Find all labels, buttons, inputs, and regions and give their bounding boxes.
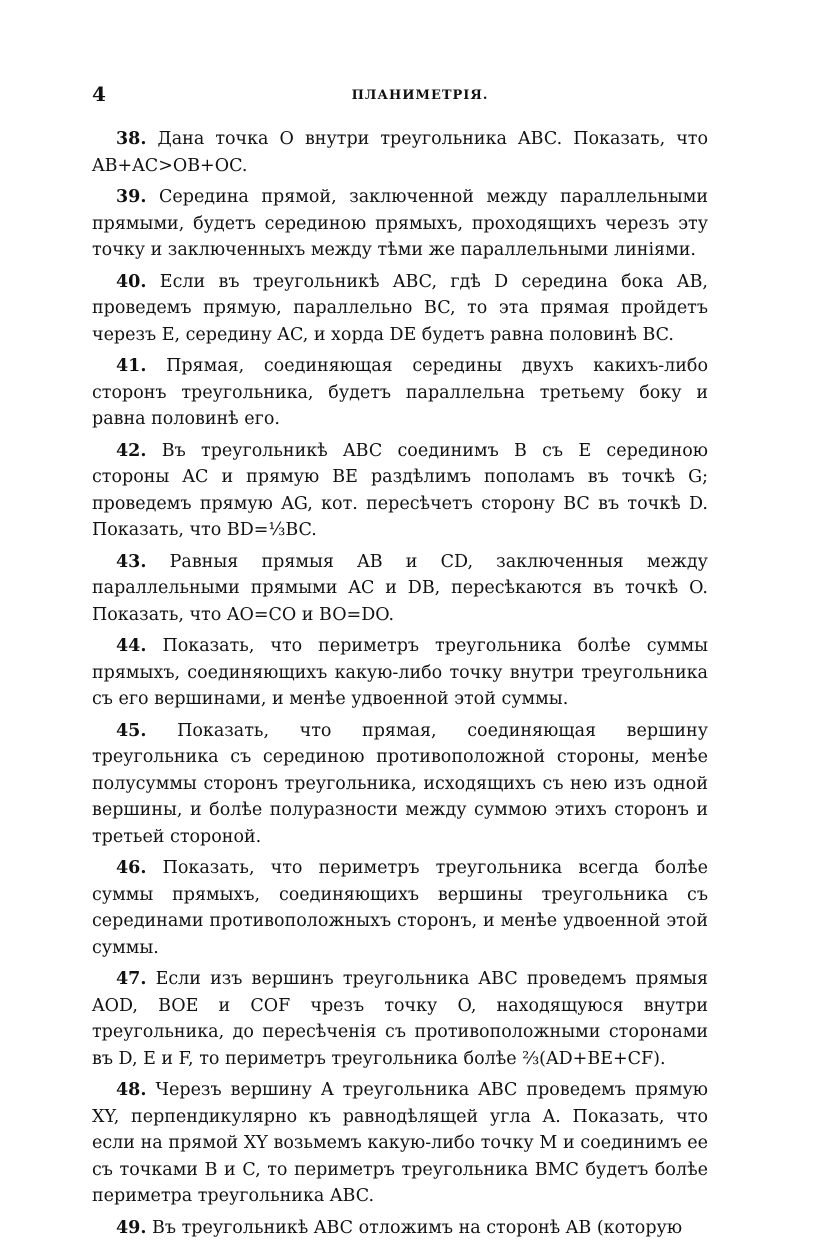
problem-number: 49. bbox=[116, 1218, 146, 1238]
problem-39 bbox=[92, 184, 708, 264]
problem-48 bbox=[92, 1077, 708, 1210]
problem-text: Показать, что периметръ треугольника болѣе суммы прямыхъ, соединяющихъ какую-либо точку внутри треугольника съ его вершинами, и менѣе удвоенной этой суммы. bbox=[92, 636, 708, 709]
problem-number: 38. bbox=[116, 129, 146, 149]
problem-number: 48. bbox=[116, 1080, 146, 1100]
problem-text: Дана точка O внутри треугольника ABC. Показать, что AB+AC>OB+OC. bbox=[92, 129, 708, 176]
problem-number: 42. bbox=[116, 441, 146, 461]
problem-44 bbox=[92, 633, 708, 713]
problem-text: Если изъ вершинъ треугольника ABC проведемъ прямыя AOD, BOE и COF чрезъ точку O, находящуюся внутри треугольника, до пересѣченія съ противоположными сторонами въ D, E и F, то периметръ треугольника болѣе ⅔(AD+BE+CF). bbox=[92, 969, 708, 1069]
problem-38 bbox=[92, 126, 708, 179]
problem-text: Середина прямой, заключенной между параллельными прямыми, будетъ серединою прямыхъ, проходящихъ черезъ эту точку и заключенныхъ между тѣми же параллельными линіями. bbox=[92, 187, 708, 260]
problem-42 bbox=[92, 438, 708, 544]
problem-47 bbox=[92, 966, 708, 1072]
problem-number: 43. bbox=[116, 552, 146, 572]
problem-number: 44. bbox=[116, 636, 146, 656]
problem-46 bbox=[92, 855, 708, 961]
problem-text: Показать, что прямая, соединяющая вершину треугольника съ серединою противоположной стороны, менѣе полусуммы сторонъ треугольника, исходящихъ съ нею изъ одной вершины, и болѣе полуразности между суммою этихъ сторонъ и третьей стороной. bbox=[92, 721, 708, 847]
problem-number: 39. bbox=[116, 187, 146, 207]
problem-list bbox=[92, 126, 708, 1241]
problem-number: 41. bbox=[116, 356, 146, 376]
problem-text: Показать, что периметръ треугольника всегда болѣе суммы прямыхъ, соединяющихъ вершины треугольника съ серединами противоположныхъ сторонъ, и менѣе удвоенной этой суммы. bbox=[92, 858, 708, 958]
page-number: 4 bbox=[92, 82, 106, 106]
problem-40 bbox=[92, 269, 708, 349]
problem-45 bbox=[92, 718, 708, 851]
problem-number: 47. bbox=[116, 969, 146, 989]
problem-text: Въ треугольникѣ ABC отложимъ на сторонѣ AB (которую bbox=[152, 1218, 682, 1238]
problem-text: Черезъ вершину A треугольника ABC проведемъ прямую XY, перпендикулярно къ равнодѣлящей угла A. Показать, что если на прямой XY возьмемъ какую-либо точку M и соединимъ ее съ точками B и C, то периметръ треугольника BMC будетъ болѣе периметра треугольника ABC. bbox=[92, 1080, 708, 1206]
problem-49 bbox=[92, 1215, 708, 1241]
problem-text: Равныя прямыя AB и CD, заключенныя между параллельными прямыми AC и DB, пересѣкаются въ точкѣ O. Показать, что AO=CO и BO=DO. bbox=[92, 552, 708, 625]
problem-41 bbox=[92, 353, 708, 433]
problem-43 bbox=[92, 549, 708, 629]
problem-text: Если въ треугольникѣ ABC, гдѣ D середина бока AB, проведемъ прямую, параллельно BC, то эта прямая пройдетъ черезъ E, середину AC, и хорда DE будетъ равна половинѣ BC. bbox=[92, 272, 708, 345]
problem-number: 45. bbox=[116, 721, 146, 741]
problem-number: 46. bbox=[116, 858, 146, 878]
problem-number: 40. bbox=[116, 272, 146, 292]
problem-text: Въ треугольникѣ ABC соединимъ B съ E серединою стороны AC и прямую BE раздѣлимъ пополамъ въ точкѣ G; проведемъ прямую AG, кот. пересѣчетъ сторону BC въ точкѣ D. Показать, что BD=⅓BC. bbox=[92, 441, 708, 541]
problem-text: Прямая, соединяющая середины двухъ какихъ-либо сторонъ треугольника, будетъ параллельна третьему боку и равна половинѣ его. bbox=[92, 356, 708, 429]
running-title: ПЛАНИМЕТРIЯ. bbox=[0, 88, 840, 103]
